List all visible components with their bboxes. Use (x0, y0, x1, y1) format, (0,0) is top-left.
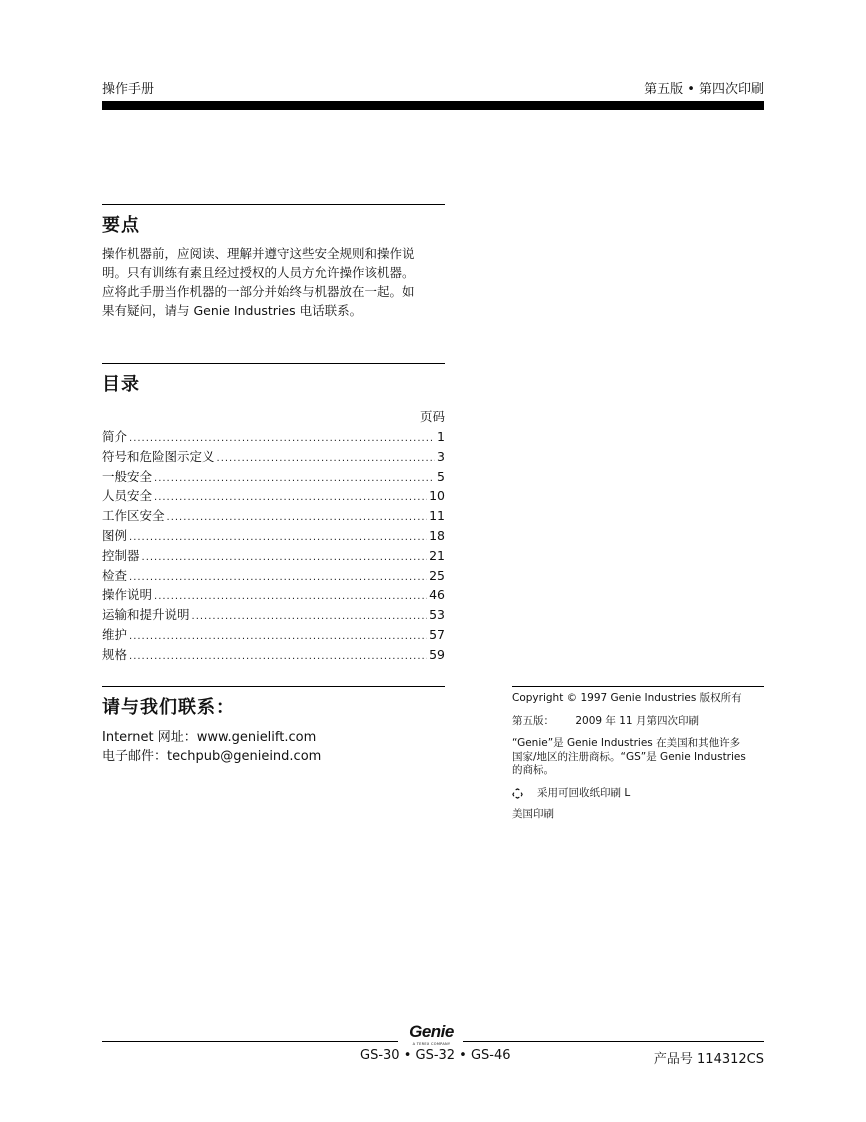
toc-label: 人员安全 (102, 488, 153, 504)
toc-item-general-safety[interactable] (102, 467, 445, 487)
toc-page-header: 页码 (419, 409, 445, 424)
toc-leader (217, 453, 436, 464)
header-manual-title: 操作手册 (102, 82, 155, 97)
toc-item-intro[interactable] (102, 427, 445, 447)
toc-leader (129, 572, 427, 583)
important-line: 明。只有训练有素且经过授权的人员方允许操作该机器。 (102, 265, 415, 280)
toc-leader (129, 433, 435, 444)
contact-title: 请与我们联系： (102, 697, 235, 718)
toc-leader (192, 611, 428, 622)
toc-page: 11 (429, 508, 445, 524)
important-title: 要点 (102, 215, 140, 236)
toc-label: 简介 (102, 429, 128, 444)
important-line: 操作机器前，应阅读、理解并遵守这些安全规则和操作说 (102, 246, 415, 261)
table-of-contents (102, 427, 445, 665)
toc-label: 工作区安全 (102, 508, 165, 524)
footer-part-number: 产品号 114312CS (653, 1052, 764, 1067)
toc-label: 检查 (102, 567, 128, 583)
printed-in: 美国印刷 (512, 808, 554, 820)
trademark-line: “Genie”是 Genie Industries 在美国和其他许多 (512, 737, 741, 749)
toc-label: 一般安全 (102, 468, 153, 484)
edition-value: 2009 年 11 月第四次印刷 (575, 714, 699, 727)
toc-item-operation[interactable] (102, 585, 445, 605)
genie-logo-text: Genie (409, 1022, 454, 1041)
toc-page: 46 (429, 587, 445, 603)
toc-leader (129, 651, 427, 662)
copyright-rule (512, 686, 764, 687)
toc-item-legend[interactable] (102, 526, 445, 546)
trademark-line: 的商标。 (512, 764, 554, 776)
recycled-line (512, 787, 764, 801)
edition-line (512, 715, 764, 729)
toc-leader (129, 532, 427, 543)
toc-item-workplace-safety[interactable] (102, 506, 445, 526)
toc-label: 符号和危险图示定义 (102, 448, 215, 464)
toc-page: 53 (429, 607, 445, 623)
header-bar (102, 101, 764, 110)
toc-label: 控制器 (102, 547, 140, 563)
important-line: 果有疑问，请与 Genie Industries 电话联系。 (102, 303, 363, 318)
contact-info (102, 728, 321, 766)
copyright-line: Copyright © 1997 Genie Industries 版权所有 (512, 692, 742, 704)
recycled-text: 采用可回收纸印刷 L (537, 786, 631, 799)
toc-label: 图例 (102, 527, 128, 543)
contact-internet[interactable]: Internet 网址：www.genielift.com (102, 730, 317, 745)
header-edition: 第五版 • 第四次印刷 (644, 82, 764, 97)
edition-label: 第五版： (512, 714, 554, 727)
toc-item-transport[interactable] (102, 605, 445, 625)
toc-label: 维护 (102, 626, 128, 642)
toc-item-symbols[interactable] (102, 447, 445, 467)
toc-item-specifications[interactable] (102, 645, 445, 665)
toc-page: 57 (429, 626, 445, 642)
toc-item-controls[interactable] (102, 546, 445, 566)
toc-item-maintenance[interactable] (102, 625, 445, 645)
genie-logo-sub: A TEREX COMPANY (412, 1042, 451, 1046)
footer-models: GS-30 • GS-32 • GS-46 (360, 1048, 511, 1063)
important-line: 应将此手册当作机器的一部分并始终与机器放在一起。如 (102, 284, 415, 299)
toc-label: 运输和提升说明 (102, 607, 190, 623)
footer-rule-left (102, 1041, 398, 1042)
toc-page: 59 (429, 646, 445, 662)
toc-page: 1 (437, 429, 445, 444)
toc-leader (154, 492, 427, 503)
trademark-text (512, 737, 764, 778)
trademark-line: 国家/地区的注册商标。“GS”是 Genie Industries (512, 750, 746, 763)
toc-page: 18 (429, 527, 445, 543)
footer-rule-right (463, 1041, 764, 1042)
toc-item-personal-safety[interactable] (102, 486, 445, 506)
contents-title: 目录 (102, 374, 140, 395)
contact-email[interactable]: 电子邮件：techpub@genieind.com (102, 749, 322, 764)
genie-logo (404, 1022, 459, 1046)
toc-page: 25 (429, 567, 445, 583)
toc-label: 规格 (102, 646, 128, 662)
toc-leader (167, 512, 428, 523)
copyright-block (512, 692, 764, 822)
toc-page: 21 (429, 547, 445, 563)
toc-page: 3 (437, 448, 445, 464)
toc-page: 10 (429, 488, 445, 504)
important-rule (102, 204, 445, 205)
recycle-icon (512, 788, 523, 799)
important-text (102, 244, 452, 320)
contact-rule (102, 686, 445, 687)
toc-label: 操作说明 (102, 587, 153, 603)
toc-leader (154, 473, 435, 484)
toc-leader (154, 591, 427, 602)
toc-leader (129, 631, 427, 642)
contents-rule (102, 363, 445, 364)
toc-item-inspections[interactable] (102, 566, 445, 586)
toc-leader (142, 552, 428, 563)
toc-page: 5 (437, 468, 445, 484)
